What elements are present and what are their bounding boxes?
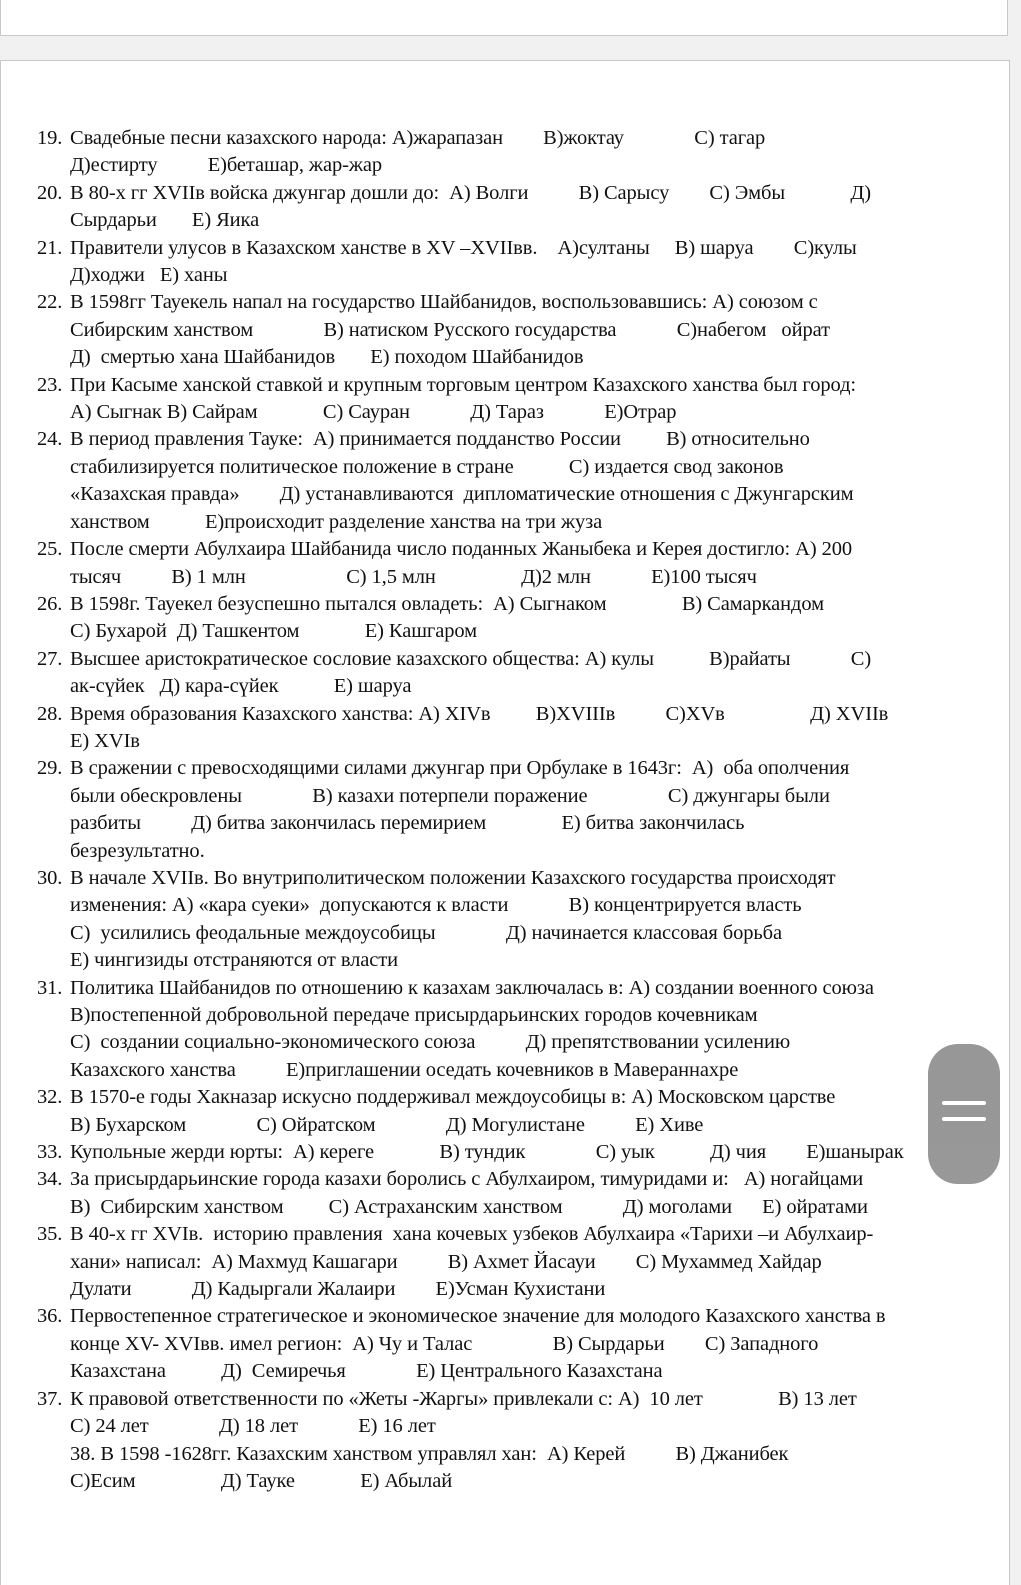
question-19	[37, 125, 949, 180]
question-number: 28.	[37, 702, 63, 725]
question-line	[37, 1139, 949, 1166]
question-number: 23.	[37, 373, 63, 396]
question-26	[37, 591, 949, 646]
question-line	[37, 1084, 949, 1111]
question-line	[70, 618, 949, 645]
question-32	[37, 1084, 949, 1139]
question-text: Правители улусов в Казахском ханстве в XV –XVIIвв. А)султаны В) шаруа С)кулы	[70, 236, 857, 259]
question-text: С) Бухарой Д) Ташкентом Е) Кашгаром	[70, 620, 477, 643]
question-25	[37, 536, 949, 591]
question-line	[70, 152, 949, 179]
question-line	[37, 591, 949, 618]
question-text: В начале XVIIв. Во внутриполитическом положении Казахского государства происходят	[70, 866, 836, 889]
question-34	[37, 1166, 949, 1221]
question-28	[37, 701, 949, 756]
question-line	[37, 536, 949, 563]
question-21	[37, 235, 949, 290]
question-text: Е) чингизиды отстраняются от власти	[70, 949, 398, 972]
question-30	[37, 865, 949, 975]
question-line	[37, 372, 949, 399]
question-number: 37.	[37, 1387, 63, 1410]
question-24	[37, 426, 949, 536]
question-text: разбиты Д) битва закончилась перемирием Е) битва закончилась	[70, 812, 745, 835]
question-line	[70, 1002, 949, 1029]
question-line	[37, 701, 949, 728]
question-text: Казахстана Д) Семиречья Е) Центрального Казахстана	[70, 1360, 663, 1383]
question-number: 19.	[37, 127, 63, 149]
question-line	[70, 1441, 949, 1468]
question-22	[37, 289, 949, 371]
question-text: Купольные жерди юрты: А) кереге В) тундик С) уык Д) чия Е)шанырак	[70, 1141, 904, 1164]
question-line	[70, 1112, 949, 1139]
question-number: 33.	[37, 1141, 63, 1164]
question-text: ханством Е)происходит разделение ханства на три жуза	[70, 510, 603, 533]
question-text: В 80-х гг XVIIв войска джунгар дошли до: А) Волги В) Сарысу С) Эмбы Д)	[70, 181, 871, 204]
question-line	[37, 235, 949, 262]
question-text: были обескровлены В) казахи потерпели поражение С) джунгары были	[70, 784, 830, 807]
question-line	[70, 783, 949, 810]
question-text: В)постепенной добровольной передаче присырдарьинских городов кочевникам	[70, 1004, 758, 1026]
question-line	[37, 1166, 949, 1193]
question-line	[70, 728, 949, 755]
question-line	[70, 920, 949, 947]
question-37	[37, 1386, 949, 1441]
question-text: Сибирским ханством В) натиском Русского государства С)набегом ойрат	[70, 318, 830, 341]
question-20	[37, 180, 949, 235]
question-text: С) усилились феодальные междоусобицы Д) начинается классовая борьба	[70, 921, 782, 944]
question-line	[37, 1303, 949, 1330]
question-line	[70, 1413, 949, 1440]
question-text: безрезультатно.	[70, 839, 205, 862]
question-text: ак-сүйек Д) кара-сүйек Е) шаруа	[70, 675, 412, 698]
question-line	[70, 1358, 949, 1385]
question-number: 24.	[37, 428, 63, 451]
question-line	[70, 1331, 949, 1358]
question-line	[37, 125, 949, 152]
question-text: стабилизируется политическое положение в стране С) издается свод законов	[70, 455, 784, 478]
question-27	[37, 646, 949, 701]
question-line	[70, 892, 949, 919]
question-number: 32.	[37, 1086, 63, 1109]
question-line	[37, 865, 949, 892]
question-text: За присырдарьинские города казахи боролись с Абулхаиром, тимуридами и: А) ногайцами	[70, 1168, 864, 1191]
question-number: 38.	[70, 1442, 96, 1465]
question-text: С) 24 лет Д) 18 лет Е) 16 лет	[70, 1415, 436, 1438]
question-line	[70, 1029, 949, 1056]
question-text: В период правления Тауке: А) принимается подданство России В) относительно	[70, 428, 810, 451]
question-number: 25.	[37, 538, 63, 561]
question-line	[70, 454, 949, 481]
question-line	[70, 262, 949, 289]
question-29	[37, 755, 949, 865]
question-text: С)Есим Д) Тауке Е) Абылай	[70, 1469, 453, 1492]
question-line	[37, 646, 949, 673]
question-text: Сырдарьи Е) Яика	[70, 209, 260, 232]
drag-handle-icon	[942, 1101, 986, 1105]
question-line	[70, 317, 949, 344]
drag-handle-icon-bar	[942, 1117, 986, 1121]
question-list	[37, 125, 949, 1495]
question-text: В 1598г. Тауекел безуспешно пытался овладеть: А) Сыгнаком В) Самаркандом	[70, 592, 824, 615]
question-text: Д)естирту Е)беташар, жар-жар	[70, 154, 383, 177]
question-line	[70, 1276, 949, 1303]
question-line	[37, 975, 949, 1002]
question-text: Политика Шайбанидов по отношению к казахам заключалась в: А) создании военного союза	[70, 976, 874, 999]
question-line	[70, 838, 949, 865]
question-number: 34.	[37, 1168, 63, 1191]
question-text: хани» написал: А) Махмуд Кашагари В) Ахмет Йасауи С) Мухаммед Хайдар	[70, 1250, 822, 1273]
question-text: конце XV- XVIвв. имел регион: А) Чу и Талас В) Сырдарьи С) Западного	[70, 1332, 819, 1355]
question-text: Свадебные песни казахского народа: А)жарапазан В)жоктау С) тагар	[70, 127, 766, 149]
document-page	[0, 60, 1010, 1585]
previous-page-edge	[0, 0, 1008, 36]
question-text: «Казахская правда» Д) устанавливаются дипломатические отношения с Джунгарским	[70, 483, 854, 506]
question-text: Время образования Казахского ханства: А) XIVв В)XVIIIв С)XVв Д) XVIIв	[70, 702, 889, 725]
question-line	[70, 207, 949, 234]
question-text: Д) смертью хана Шайбанидов Е) походом Шайбанидов	[70, 346, 584, 369]
question-text: Высшее аристократическое сословие казахского общества: А) кулы В)райаты С)	[70, 647, 872, 670]
question-line	[70, 810, 949, 837]
question-31	[37, 975, 949, 1085]
question-38	[37, 1441, 949, 1496]
question-text: тысяч В) 1 млн С) 1,5 млн Д)2 млн Е)100 тысяч	[70, 565, 757, 588]
question-line	[37, 1386, 949, 1413]
question-number: 26.	[37, 592, 63, 615]
question-line	[70, 399, 949, 426]
question-number: 20.	[37, 181, 63, 204]
question-number: 29.	[37, 757, 63, 780]
question-text: изменения: А) «кара суеки» допускаются к власти В) концентрируется власть	[70, 894, 802, 917]
scroll-handle[interactable]	[928, 1044, 1000, 1184]
question-line	[37, 289, 949, 316]
question-23	[37, 372, 949, 427]
question-36	[37, 1303, 949, 1385]
question-line	[37, 426, 949, 453]
question-line	[70, 564, 949, 591]
question-text: А) Сыгнак В) Сайрам С) Сауран Д) Тараз Е)Отрар	[70, 401, 677, 424]
question-text: В сражении с превосходящими силами джунгар при Орбулаке в 1643г: А) оба ополчения	[70, 757, 850, 780]
question-line	[70, 947, 949, 974]
question-text: Первостепенное стратегическое и экономическое значение для молодого Казахского ханства в	[70, 1305, 886, 1328]
question-35	[37, 1221, 949, 1303]
question-text: В 1598 -1628гг. Казахским ханством управлял хан: А) Керей В) Джанибек	[100, 1442, 789, 1465]
question-number: 35.	[37, 1223, 63, 1246]
question-text: К правовой ответственности по «Жеты -Жаргы» привлекали с: А) 10 лет В) 13 лет	[70, 1387, 857, 1410]
question-line	[37, 1221, 949, 1248]
question-text: В) Сибирским ханством С) Астраханским ханством Д) моголами Е) ойратами	[70, 1195, 868, 1218]
question-line	[70, 673, 949, 700]
question-text: В) Бухарском С) Ойратском Д) Могулистане Е) Хиве	[70, 1113, 704, 1136]
question-number: 36.	[37, 1305, 63, 1328]
question-line	[70, 1057, 949, 1084]
question-33	[37, 1139, 949, 1166]
question-text: В 1598гг Тауекель напал на государство Шайбанидов, воспользовавшись: А) союзом с	[70, 291, 818, 314]
question-line	[70, 481, 949, 508]
question-text: В 40-х гг XVIв. историю правления хана кочевых узбеков Абулхаира «Тарихи –и Абулхаир-	[70, 1223, 874, 1246]
question-text: Д)ходжи Е) ханы	[70, 264, 228, 287]
question-text: Е) XVIв	[70, 729, 140, 752]
question-number: 31.	[37, 976, 63, 999]
question-line	[37, 180, 949, 207]
question-text: В 1570-е годы Хакназар искусно поддерживал междоусобицы в: А) Московском царстве	[70, 1086, 836, 1109]
question-text: Дулати Д) Кадыргали Жалаири Е)Усман Кухистани	[70, 1278, 606, 1301]
question-text: Казахского ханства Е)приглашении оседать кочевников в Мавераннахре	[70, 1058, 739, 1081]
question-number: 27.	[37, 647, 63, 670]
question-text: При Касыме ханской ставкой и крупным торговым центром Казахского ханства был город:	[70, 373, 857, 396]
question-number: 30.	[37, 866, 63, 889]
question-line	[70, 509, 949, 536]
question-number: 21.	[37, 236, 63, 259]
question-text: После смерти Абулхаира Шайбанида число поданных Жаныбека и Керея достигло: А) 200	[70, 538, 853, 561]
question-line	[70, 344, 949, 371]
question-line	[70, 1194, 949, 1221]
question-line	[37, 755, 949, 782]
question-line	[70, 1468, 949, 1495]
question-line	[70, 1249, 949, 1276]
question-text: С) создании социально-экономического союза Д) препятствовании усилению	[70, 1031, 791, 1054]
question-number: 22.	[37, 291, 63, 314]
